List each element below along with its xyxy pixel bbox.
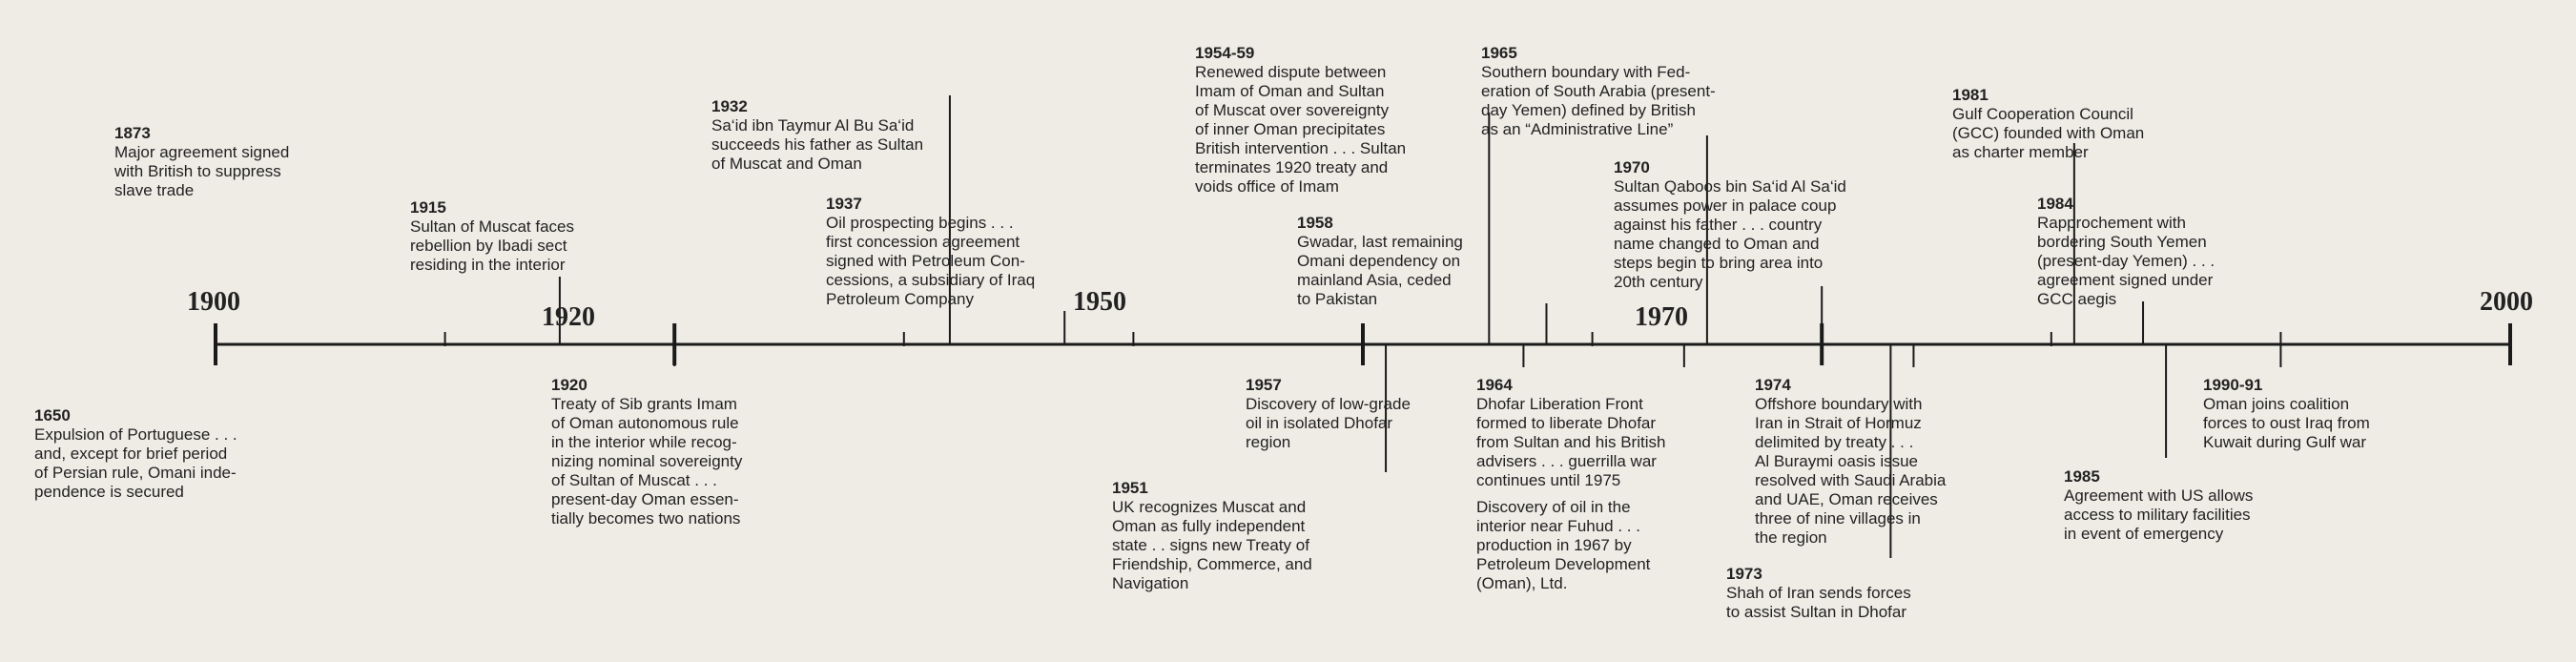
event-text: Gulf Cooperation Council (GCC) founded with Oman as charter member [1952,105,2145,161]
event-1873 [114,124,289,200]
event-1915 [410,198,574,275]
event-text: Discovery of low-grade oil in isolated Dhofar region [1246,395,1411,451]
event-text: Gwadar, last remaining Omani dependency on mainland Asia, ceded to Pakistan [1297,233,1463,308]
event-1957 [1246,376,1411,452]
event-text-secondary: Discovery of oil in the interior near Fuhud . . . production in 1967 by Petroleum Development (Oman), Ltd. [1476,498,1651,592]
event-year: 1970 [1614,158,1650,176]
event-1974 [1755,376,1946,548]
event-1985 [2064,467,2253,544]
event-year: 1990-91 [2203,376,2263,394]
event-1965 [1481,44,1716,139]
event-1920 [551,376,742,528]
event-year: 1964 [1476,376,1513,394]
event-text: Sa‘id ibn Taymur Al Bu Sa‘id succeeds his father as Sultan of Muscat and Oman [711,116,924,173]
event-year: 1937 [826,195,862,213]
event-text: Treaty of Sib grants Imam of Oman autonomous rule in the interior while recog- nizing nominal sovereignty of Sultan of Muscat . . . present-day Oman essen- tially becomes two nations [551,395,743,528]
axis-label-1950: 1950 [1073,287,1126,317]
event-year: 1984 [2037,195,2073,213]
axis-label-1920: 1920 [542,302,595,332]
event-1984 [2037,195,2215,309]
event-text: Sultan Qaboos bin Sa‘id Al Sa‘id assumes power in palace coup against his father . . . country name changed to Oman and steps begin to bring area into 20th century [1614,177,1846,291]
event-text: Shah of Iran sends forces to assist Sultan in Dhofar [1726,584,1911,621]
event-year: 1932 [711,97,748,115]
event-text: Oman joins coalition forces to oust Iraq from Kuwait during Gulf war [2203,395,2370,451]
event-text: UK recognizes Muscat and Oman as fully independent state . . signs new Treaty of Friendship, Commerce, and Navigation [1112,498,1312,592]
event-1958 [1297,214,1463,309]
event-text: Renewed dispute between Imam of Oman and Sultan of Muscat over sovereignty of inner Oman precipitates British intervention . . . Sultan terminates 1920 treaty and voids office of Imam [1195,63,1407,196]
event-year: 1985 [2064,467,2100,486]
event-year: 1958 [1297,214,1333,232]
event-1650 [34,406,237,502]
event-text: Sultan of Muscat faces rebellion by Ibadi sect residing in the interior [410,217,574,274]
event-year: 1650 [34,406,71,424]
event-year: 1915 [410,198,446,217]
event-year: 1920 [551,376,587,394]
event-1937 [826,195,1035,309]
event-year: 1951 [1112,479,1148,497]
event-text: Agreement with US allows access to military facilities in event of emergency [2064,486,2254,543]
event-1954-59 [1195,44,1406,197]
event-1973 [1726,565,1911,622]
event-1981 [1952,86,2144,162]
event-year: 1973 [1726,565,1762,583]
event-text: Oil prospecting begins . . . first concession agreement signed with Petroleum Con- cessions, a subsidiary of Iraq Petroleum Company [826,214,1036,308]
event-text: Offshore boundary with Iran in Strait of Hormuz delimited by treaty . . . Al Buraymi oasis issue resolved with Saudi Arabia and UAE, Oman receives three of nine villages in the region [1755,395,1947,547]
event-text: Rapprochement with bordering South Yemen (present-day Yemen) . . . agreement signed under GCC aegis [2037,214,2215,308]
event-1964 [1476,376,1665,593]
event-1990-91 [2203,376,2370,452]
event-year: 1965 [1481,44,1517,62]
axis-label-2000: 2000 [2480,287,2533,317]
event-year: 1957 [1246,376,1282,394]
event-1970 [1614,158,1846,292]
event-year: 1954-59 [1195,44,1255,62]
event-text: Southern boundary with Fed- eration of South Arabia (present- day Yemen) defined by British as an “Administrative Line” [1481,63,1716,138]
event-year: 1873 [114,124,151,142]
event-1932 [711,97,923,174]
event-year: 1981 [1952,86,1989,104]
axis-label-1900: 1900 [187,287,240,317]
event-1951 [1112,479,1312,593]
event-text: Dhofar Liberation Front formed to liberate Dhofar from Sultan and his British advisers . . . guerrilla war continues until 1975 [1476,395,1666,489]
axis-label-1970: 1970 [1635,302,1688,332]
event-text: Expulsion of Portuguese . . . and, except for brief period of Persian rule, Omani inde- pendence is secured [34,425,237,501]
event-text: Major agreement signed with British to suppress slave trade [114,143,290,199]
event-year: 1974 [1755,376,1791,394]
